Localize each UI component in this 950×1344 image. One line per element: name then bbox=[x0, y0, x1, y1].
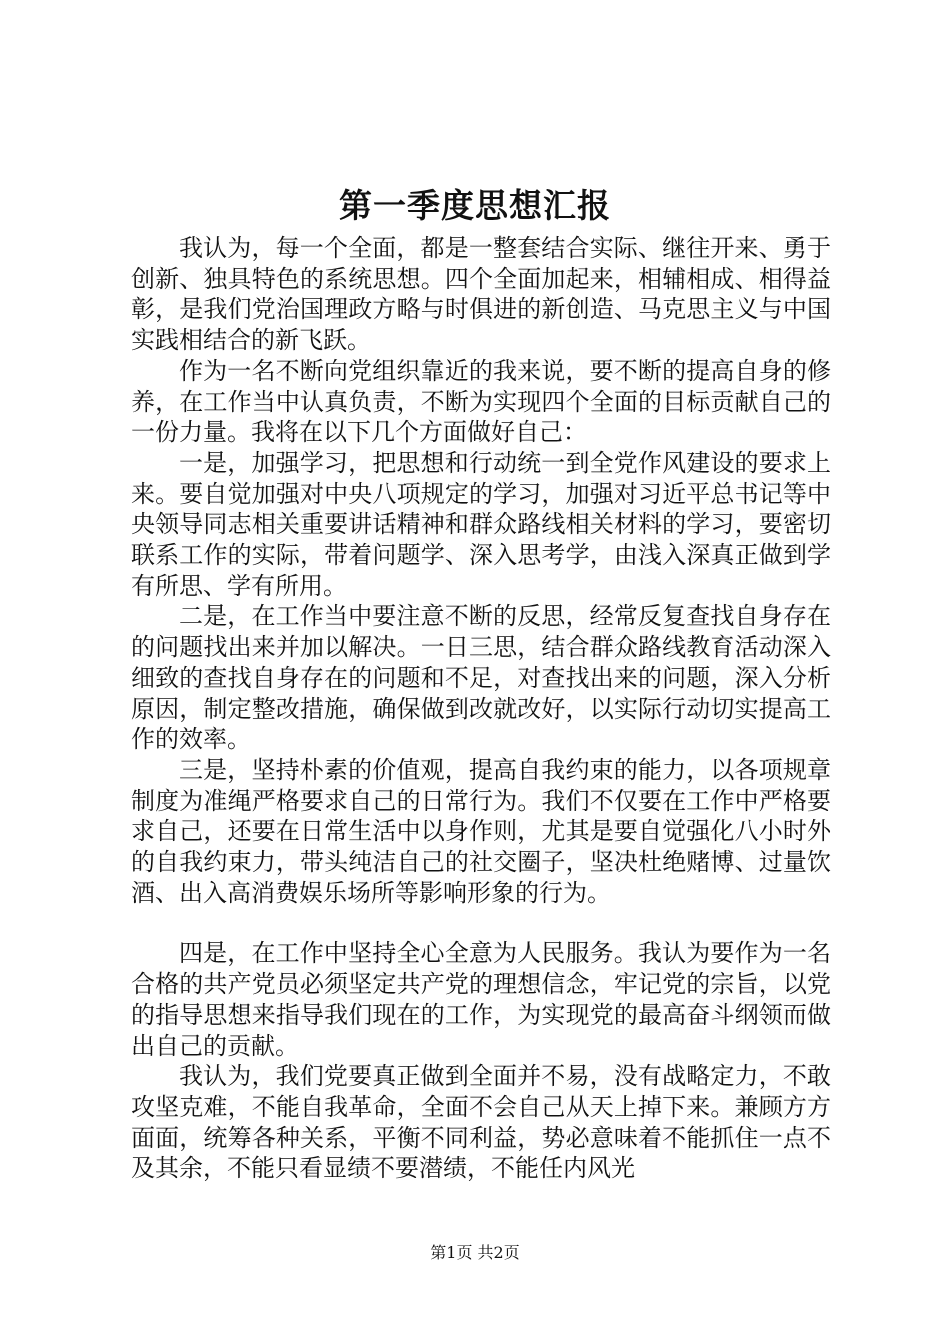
paragraph-1: 我认为，每一个全面，都是一整套结合实际、继往开来、勇于创新、独具特色的系统思想。四个全面加起来，相辅相成、相得益彰，是我们党治国理政方略与时俱进的新创造、马克思主义与中国实践相结合的新飞跃。 bbox=[131, 234, 831, 355]
paragraph-3: 一是，加强学习，把思想和行动统一到全党作风建设的要求上来。要自觉加强对中央八项规定的学习，加强对习近平总书记等中央领导同志相关重要讲话精神和群众路线相关材料的学习，要密切联系工作的实际，带着问题学、深入思考学，由浅入深真正做到学有所思、学有所用。 bbox=[131, 448, 831, 600]
document-body bbox=[131, 233, 831, 1184]
paragraph-5: 三是，坚持朴素的价值观，提高自我约束的能力，以各项规章制度为准绳严格要求自己的日常行为。我们不仅要在工作中严格要求自己，还要在日常生活中以身作则，尤其是要自觉强化八小时外的自我约束力，带头纯洁自己的社交圈子，坚决杜绝赌博、过量饮酒、出入高消费娱乐场所等影响形象的行为。 bbox=[131, 755, 831, 907]
page-number-footer: 第1页 共2页 bbox=[430, 1243, 520, 1262]
document-title: 第一季度思想汇报 bbox=[339, 186, 611, 225]
paragraph-6: 四是，在工作中坚持全心全意为人民服务。我认为要作为一名合格的共产党员必须坚定共产党的理想信念，牢记党的宗旨，以党的指导思想来指导我们现在的工作，为实现党的最高奋斗纲领而做出自己的贡献。 bbox=[131, 939, 831, 1060]
paragraph-2: 作为一名不断向党组织靠近的我来说，要不断的提高自身的修养，在工作当中认真负责，不断为实现四个全面的目标贡献自己的一份力量。我将在以下几个方面做好自己： bbox=[131, 356, 831, 447]
paragraph-7: 我认为，我们党要真正做到全面并不易，没有战略定力，不敢攻坚克难，不能自我革命，全面不会自己从天上掉下来。兼顾方方面面，统筹各种关系，平衡不同利益，势必意味着不能抓住一点不及其余，不能只看显绩不要潜绩，不能任内风光 bbox=[131, 1062, 831, 1183]
paragraph-4: 二是，在工作当中要注意不断的反思，经常反复查找自身存在的问题找出来并加以解决。一日三思，结合群众路线教育活动深入细致的查找自身存在的问题和不足，对查找出来的问题，深入分析原因，制定整改措施，确保做到改就改好，以实际行动切实提高工作的效率。 bbox=[131, 602, 831, 754]
